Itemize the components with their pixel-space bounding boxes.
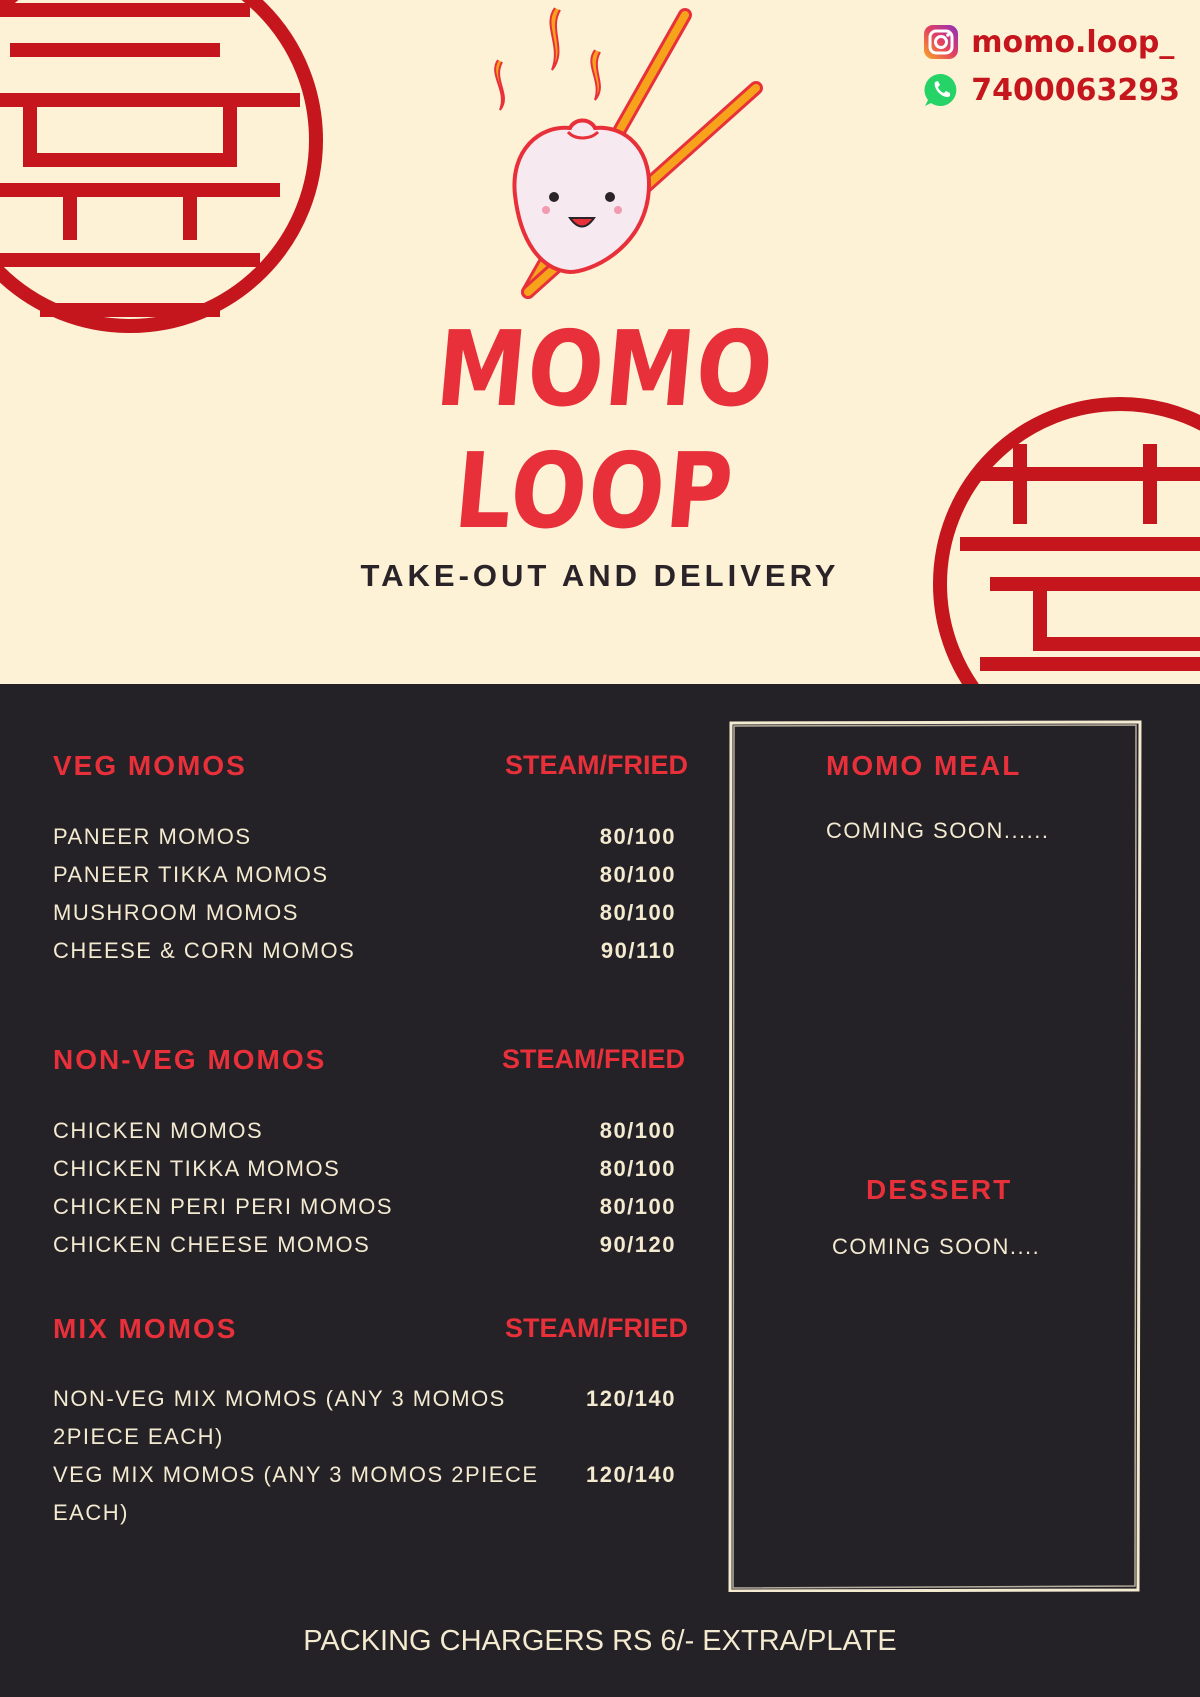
section-title-veg: VEG MOMOS	[53, 750, 247, 781]
menu-item-line-1: VEG MIX MOMOS (ANY 3 MOMOS 2PIECE	[53, 1462, 539, 1487]
menu-item-price: 80/100	[599, 1118, 676, 1143]
section-mode-nonveg: STEAM/FRIED	[502, 1044, 686, 1074]
section-title-mix: MIX MOMOS	[53, 1313, 238, 1344]
section-title-meal: MOMO MEAL	[826, 750, 1022, 781]
instagram-icon	[923, 24, 959, 60]
menu-item: CHEESE & CORN MOMOS	[53, 938, 356, 963]
menu-item: CHICKEN MOMOS	[53, 1118, 264, 1143]
dumpling-mascot-logo	[460, 0, 780, 310]
chinese-seal-ornament	[920, 384, 1200, 684]
chinese-seal-ornament	[0, 0, 340, 400]
menu-item-price: 90/120	[599, 1232, 676, 1257]
steam-icon	[495, 8, 600, 110]
brand-name: MOMO LOOP	[431, 308, 780, 552]
menu-item-line-2: EACH)	[53, 1500, 129, 1525]
meal-note: COMING SOON......	[826, 818, 1050, 843]
menu-item: MUSHROOM MOMOS	[53, 900, 299, 925]
menu-item-price: 120/140	[585, 1386, 676, 1411]
menu-item-price: 80/100	[599, 1156, 676, 1181]
menu-item-price: 120/140	[585, 1462, 676, 1487]
instagram-row[interactable]	[923, 18, 1180, 66]
menu-item-price: 80/100	[599, 900, 676, 925]
menu-item: PANEER MOMOS	[53, 824, 252, 849]
section-title-nonveg: NON-VEG MOMOS	[53, 1044, 327, 1075]
phone-row[interactable]	[923, 66, 1180, 114]
menu-item: PANEER TIKKA MOMOS	[53, 862, 329, 887]
instagram-handle: momo.loop_	[971, 24, 1175, 60]
packing-charges-note: PACKING CHARGERS RS 6/- EXTRA/PLATE	[303, 1625, 897, 1657]
side-frame	[728, 720, 1142, 1592]
header-panel	[0, 0, 1200, 684]
menu-item: CHICKEN CHEESE MOMOS	[53, 1232, 371, 1257]
section-title-dessert: DESSERT	[866, 1174, 1013, 1205]
menu-item-price: 80/100	[599, 1194, 676, 1219]
menu-item-line-2: 2PIECE EACH)	[53, 1424, 224, 1449]
phone-number: 7400063293	[971, 72, 1180, 108]
whatsapp-icon	[923, 72, 959, 108]
section-mode-mix: STEAM/FRIED	[505, 1313, 689, 1343]
contact-info	[923, 18, 1180, 114]
menu-item-price: 80/100	[599, 824, 676, 849]
menu-item: CHICKEN PERI PERI MOMOS	[53, 1194, 394, 1219]
menu-item: CHICKEN TIKKA MOMOS	[53, 1156, 341, 1181]
menu-item-line-1: NON-VEG MIX MOMOS (ANY 3 MOMOS	[53, 1386, 506, 1411]
dumpling-icon	[514, 121, 649, 273]
dessert-note: COMING SOON....	[832, 1234, 1041, 1259]
menu-item-price: 80/100	[599, 862, 676, 887]
section-mode-veg: STEAM/FRIED	[505, 750, 689, 780]
menu-item-price: 90/110	[600, 938, 676, 963]
tagline: TAKE-OUT AND DELIVERY	[360, 558, 840, 593]
